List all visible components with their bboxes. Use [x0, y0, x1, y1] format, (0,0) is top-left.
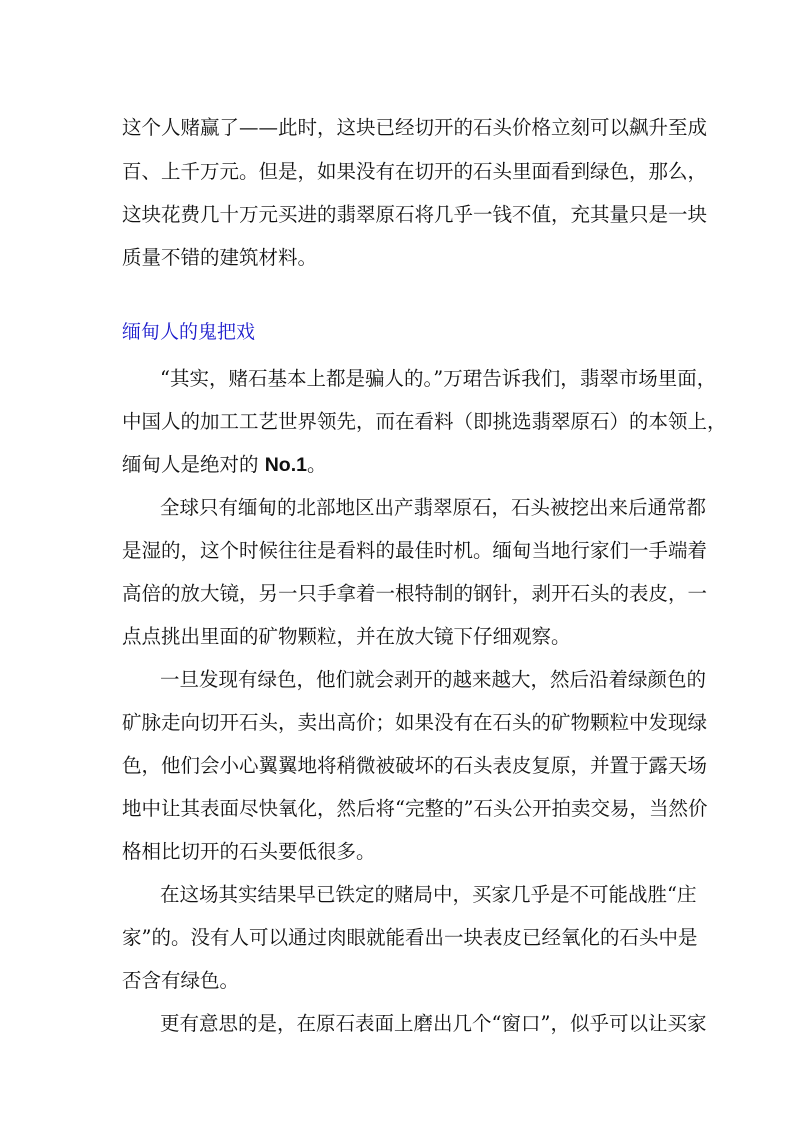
paragraph-4-line-4: 地中让其表面尽快氧化，然后将“完整的”石头公开拍卖交易，当然价: [122, 797, 708, 820]
paragraph-4-line-2: 矿脉走向切开石头，卖出高价；如果没有在石头的矿物颗粒中发现绿: [122, 711, 708, 734]
paragraph-4-line-5: 格相比切开的石头要低很多。: [122, 840, 376, 863]
paragraph-3-line-4: 点点挑出里面的矿物颗粒，并在放大镜下仔细观察。: [122, 625, 571, 648]
paragraph-5-line-3: 否含有绿色。: [122, 969, 240, 992]
paragraph-2-line-2: 中国人的加工工艺世界领先，而在看料（即挑选翡翠原石）的本领上，: [122, 410, 727, 433]
paragraph-2-line-3-end: 。: [306, 453, 327, 476]
paragraph-3-line-2: 是湿的，这个时候往往是看料的最佳时机。缅甸当地行家们一手端着: [122, 539, 708, 562]
paragraph-4-line-1: 一旦发现有绿色，他们就会剥开的越来越大，然后沿着绿颜色的: [160, 668, 707, 691]
paragraph-2-line-1: “其实，赌石基本上都是骗人的。”万珺告诉我们，翡翠市场里面，: [160, 367, 717, 390]
section-heading: 缅甸人的鬼把戏: [122, 321, 256, 343]
paragraph-2-line-3-text: 缅甸人是绝对的: [122, 453, 265, 476]
paragraph-5-line-2: 家”的。没有人可以通过肉眼就能看出一块表皮已经氧化的石头中是: [122, 926, 698, 949]
paragraph-3-line-1: 全球只有缅甸的北部地区出产翡翠原石，石头被挖出来后通常都: [160, 496, 707, 519]
paragraph-1-line-3: 这块花费几十万元买进的翡翠原石将几乎一钱不值，充其量只是一块: [122, 203, 708, 226]
paragraph-1-line-1: 这个人赌赢了——此时，这块已经切开的石头价格立刻可以飙升至成: [122, 116, 708, 139]
paragraph-4-line-3: 色，他们会小心翼翼地将稍微被破坏的石头表皮复原，并置于露天场: [122, 754, 708, 777]
paragraph-6-line-1: 更有意思的是，在原石表面上磨出几个“窗口”，似乎可以让买家: [160, 1012, 707, 1035]
paragraph-3-line-3: 高倍的放大镜，另一只手拿着一根特制的钢针，剥开石头的表皮，一: [122, 582, 708, 605]
paragraph-5-line-1: 在这场其实结果早已铁定的赌局中，买家几乎是不可能战胜“庄: [160, 883, 697, 906]
number-one-text: No.1: [264, 454, 307, 476]
paragraph-1-line-2: 百、上千万元。但是，如果没有在切开的石头里面看到绿色，那么，: [122, 160, 708, 183]
paragraph-1-line-4: 质量不错的建筑材料。: [122, 246, 318, 269]
paragraph-2-line-3: [122, 453, 692, 479]
